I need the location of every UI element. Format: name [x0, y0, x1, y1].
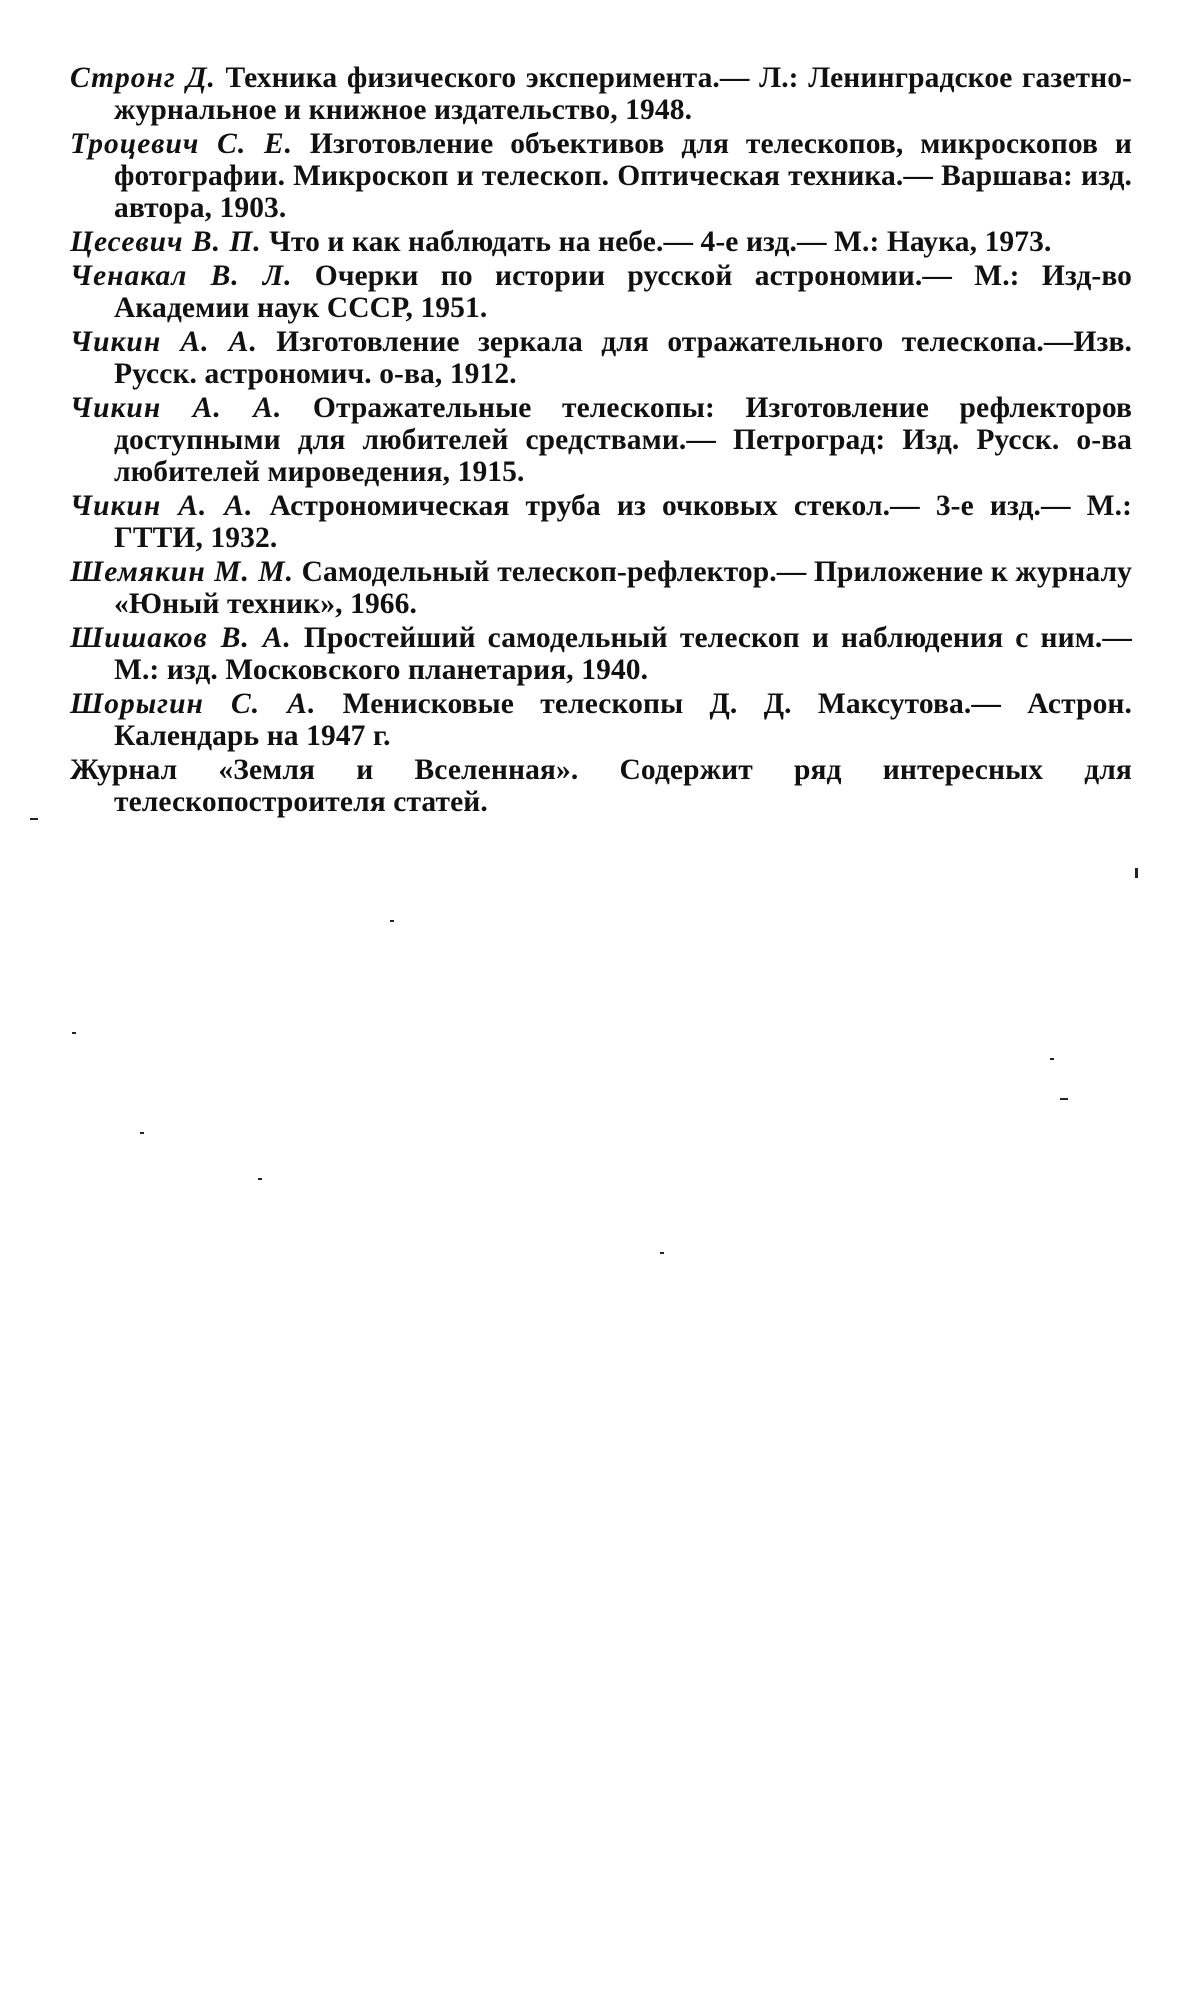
- entry-text: Астрономическая труба из очковых стекол.— 3-е изд.— М.: ГТТИ, 1932.: [114, 490, 1133, 554]
- bibliography-entry: [70, 128, 1132, 224]
- scan-speck: [390, 920, 394, 922]
- entry-text: Менисковые телескопы Д. Д. Максутова.— Астрон. Календарь на 1947 г.: [114, 688, 1132, 752]
- scan-speck: [140, 1132, 144, 1134]
- scan-speck: [1135, 868, 1138, 878]
- entry-text: Что и как наблюдать на небе.— 4-е изд.— М.: Наука, 1973.: [261, 226, 1052, 258]
- entry-text: Очерки по истории русской астрономии.— М.: Изд-во Академии наук СССР, 1951.: [114, 260, 1132, 324]
- entry-author: Ченакал В. Л.: [70, 260, 293, 292]
- entry-text: Отражательные телескопы: Изготовление рефлекторов доступными для любителей средствами.— Петроград: Изд. Русск. о-ва любителей мироведения, 1915.: [114, 392, 1132, 488]
- bibliography-entry: [70, 326, 1132, 390]
- entry-author: Чикин А. А.: [70, 392, 283, 424]
- entry-text: Изготовление зеркала для отражательного телескопа.—Изв. Русск. астрономич. о-ва, 1912.: [114, 326, 1133, 390]
- scan-speck: [1050, 1058, 1054, 1060]
- entry-author: Шемякин М. М.: [70, 556, 294, 588]
- entry-text: Техника физического эксперимента.— Л.: Ленинградское газетно-журнальное и книжное издательство, 1948.: [114, 62, 1132, 126]
- bibliography-entry: [70, 622, 1132, 686]
- entry-author: Цесевич В. П.: [70, 226, 262, 258]
- bibliography-entry: [70, 62, 1132, 126]
- entry-author: Шорыгин С. А.: [70, 688, 317, 720]
- entry-text: Изготовление объективов для телескопов, микроскопов и фотографии. Микроскоп и телескоп. Оптическая техника.— Варшава: изд. автора, 1903.: [114, 128, 1132, 224]
- entry-author: Чикин А. А.: [70, 490, 254, 522]
- entry-author: Шишаков В. А.: [70, 622, 292, 654]
- bibliography-entry: [70, 556, 1132, 620]
- entry-author: Чикин А. А.: [70, 326, 258, 358]
- scan-speck: [30, 818, 38, 820]
- bibliography-entry: [70, 688, 1132, 752]
- scan-speck: [660, 1252, 664, 1254]
- bibliography-entry: [70, 392, 1132, 488]
- entry-text: Простейший самодельный телескоп и наблюдения с ним.— М.: изд. Московского планетария, 1940.: [114, 622, 1132, 686]
- bibliography-entry: [70, 754, 1132, 818]
- bibliography-entry: [70, 226, 1132, 258]
- scan-speck: [258, 1178, 262, 1180]
- bibliography-entry: [70, 490, 1132, 554]
- bibliography-entry: [70, 260, 1132, 324]
- scan-speck: [72, 1032, 76, 1034]
- entry-author: Стронг Д.: [70, 62, 216, 94]
- scan-speck: [1060, 1098, 1068, 1100]
- entry-text: Журнал «Земля и Вселенная». Содержит ряд интересных для телескопостроителя статей.: [70, 754, 1132, 818]
- entry-text: Самодельный телескоп-рефлектор.— Приложение к журналу «Юный техник», 1966.: [114, 556, 1132, 620]
- bibliography-list: [70, 62, 1132, 820]
- entry-author: Троцевич С. Е.: [70, 128, 294, 160]
